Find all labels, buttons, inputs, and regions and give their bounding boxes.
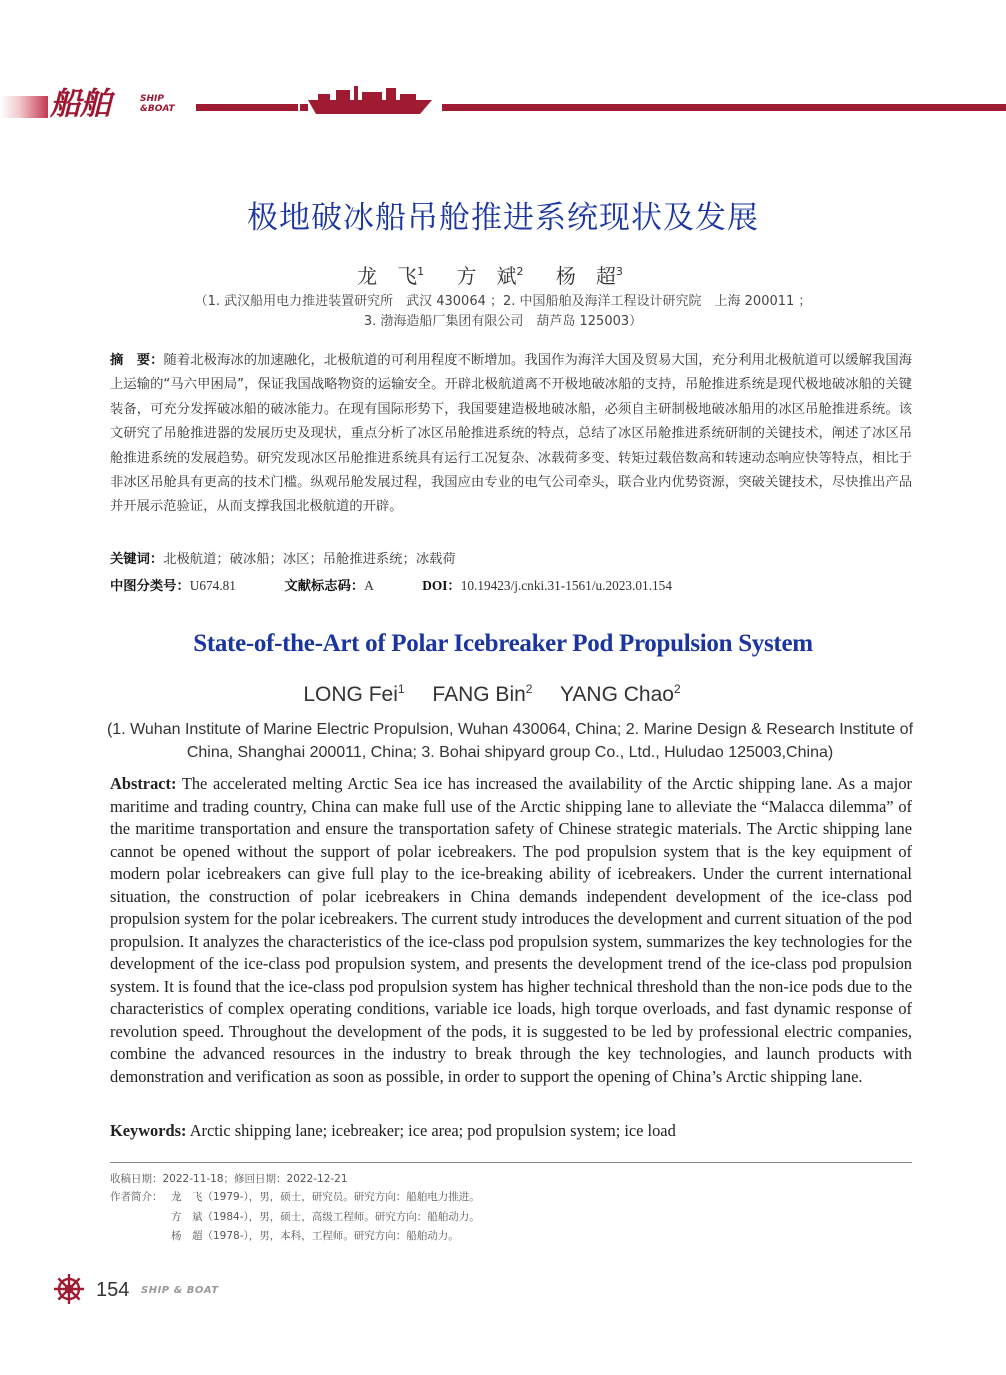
abstract-cn-label: 摘 要：	[110, 353, 164, 368]
keywords-cn	[110, 548, 456, 567]
authors-en	[0, 682, 1006, 707]
author-name: FANG Bin	[432, 683, 526, 706]
footnote-bio: 龙 飞（1979-），男，硕士，研究员。研究方向：船舶电力推进。	[171, 1191, 480, 1203]
author-name: LONG Fei	[303, 683, 398, 706]
class-value: U674.81	[189, 578, 236, 593]
class-label: 中图分类号：	[110, 579, 190, 594]
author-affil-index: 2	[673, 682, 681, 696]
abstract-cn-text: 随着北极海冰的加速融化，北极航道的可利用程度不断增加。我国作为海洋大国及贸易大国，充分利用北极航道可以缓解我国海上运输的“马六甲困局”，保证我国战略物资的运输安全。开辟北极航道离不开极地破冰船的支持，吊舱推进系统是现代极地破冰船的关键装备，可充分发挥破冰船的破冰能力。在现有国际形势下，我国要建造极地破冰船，必须自主研制极地破冰船用的冰区吊舱推进系统。该文研究了吊舱推进器的发展历史及现状，重点分析了冰区吊舱推进系统的特点，总结了冰区吊舱推进系统研制的关键技术，阐述了冰区吊舱推进系统的发展趋势。研究发现冰区吊舱推进系统具有运行工况复杂、冰载荷多变、转矩过载倍数高和转速动态响应快等特点，相比于非冰区吊舱具有更高的技术门槛。纵观吊舱发展过程，我国应由专业的电气公司牵头，联合业内优势资源，突破关键技术，尽快推出产品并开展示范验证，从而支撑我国北极航道的开辟。	[110, 353, 913, 515]
journal-logo-en-top: SHIP	[140, 94, 164, 104]
keywords-cn-label: 关键词：	[110, 552, 164, 567]
header-gradient-bar	[0, 96, 48, 118]
ship-wheel-icon	[52, 1272, 86, 1306]
footnote-bio-label: 作者简介：	[110, 1191, 163, 1203]
footnote-bio: 杨 超（1978-），男，本科，工程师。研究方向：船舶动力。	[171, 1230, 459, 1242]
classification-line	[110, 575, 672, 594]
page-number: 154	[96, 1279, 130, 1301]
ship-icon	[300, 84, 440, 116]
affiliation-line: 3. 渤海造船厂集团有限公司 葫芦岛 125003）	[363, 314, 643, 329]
doi-label: DOI：	[422, 578, 461, 593]
affiliations-cn	[0, 292, 1006, 332]
abstract-en-label: Abstract:	[110, 774, 177, 793]
header-rule-left	[196, 104, 298, 111]
author-affil-index: 1	[417, 265, 425, 279]
author-affil-index: 2	[516, 265, 524, 279]
keywords-en-label: Keywords:	[110, 1121, 187, 1140]
author-name: 方 斌	[456, 264, 517, 288]
keywords-en	[110, 1121, 676, 1141]
journal-logo-en	[140, 94, 175, 114]
article-title-cn: 极地破冰船吊舱推进系统现状及发展	[247, 200, 759, 236]
affiliation-line: （1. 武汉船用电力推进装置研究所 武汉 430064 ；2. 中国船舶及海洋工程设计研究院 上海 200011 ；	[194, 294, 812, 309]
footer-journal-brand: SHIP & BOAT	[141, 1285, 219, 1296]
article-title-en: State-of-the-Art of Polar Icebreaker Pod Propulsion System	[193, 630, 813, 657]
footnote-divider	[110, 1162, 912, 1163]
doc-value: A	[364, 578, 374, 593]
header-rule-right	[442, 104, 1006, 111]
abstract-en	[110, 773, 912, 1088]
abstract-cn	[110, 349, 912, 520]
author-name: YANG Chao	[559, 683, 674, 706]
author-affil-index: 1	[397, 682, 405, 696]
author-affil-index: 2	[525, 682, 533, 696]
footnote-dates: 收稿日期：2022-11-18；修回日期：2022-12-21	[110, 1173, 348, 1185]
author-name: 杨 超	[555, 264, 616, 288]
keywords-en-text: Arctic shipping lane; icebreaker; ice area; pod propulsion system; ice load	[189, 1121, 676, 1140]
authors-cn	[0, 260, 1006, 289]
journal-logo-en-bottom: &BOAT	[140, 104, 175, 114]
affiliations-en: (1. Wuhan Institute of Marine Electric Propulsion, Wuhan 430064, China; 2. Marine Design & Research Institute of China, Shanghai 200011, China; 3. Bohai shipyard group Co., Ltd., Huludao 125003,China)	[106, 721, 914, 761]
footnote-bio: 方 斌（1984-），男，硕士，高级工程师。研究方向：船舶动力。	[171, 1211, 480, 1223]
journal-logo-cn: 船舶	[50, 86, 110, 122]
doi-value: 10.19423/j.cnki.31-1561/u.2023.01.154	[460, 578, 672, 593]
doc-label: 文献标志码：	[284, 579, 365, 594]
abstract-en-text: The accelerated melting Arctic Sea ice has increased the availability of the Arctic shipping lane. As a major maritime and trading country, China can make full use of the Arctic shipping lane to alleviate the “Malacca dilemma” of the maritime transportation and ensure the transportation safety of Chinese strategic materials. The Arctic shipping lane cannot be opened without the support of polar icebreakers. The pod propulsion system that is the key equipment of modern polar icebreakers can give full play to the ice-breaking ability of icebreakers. Under the current international situation, the construction of polar icebreakers in China demands independent development of the ice-class pod propulsion system for the polar icebreakers. The current study introduces the development and current situation of the pod propulsion. It analyzes the characteristics of the ice-class pod propulsion system, summarizes the key technologies for the development of the ice-class pod propulsion system, and presents the development trend of the ice-class pod propulsion system. It is found that the ice-class pod propulsion system has higher technical threshold than the non-ice pods due to the characteristics of complex operating conditions, variable ice loads, high torque overloads, and fast dynamic response of revolution speed. Throughout the development of the pods, it is suggested to be led by professional electric companies, combine the advanced resources in the industry to break through the key technologies, and launch products with demonstration and verification as soon as possible, in order to support the opening of China’s Arctic shipping lane.	[110, 774, 912, 1086]
keywords-cn-text: 北极航道；破冰船；冰区；吊舱推进系统；冰载荷	[163, 552, 456, 567]
author-affil-index: 3	[615, 265, 623, 279]
author-name: 龙 飞	[357, 264, 418, 288]
